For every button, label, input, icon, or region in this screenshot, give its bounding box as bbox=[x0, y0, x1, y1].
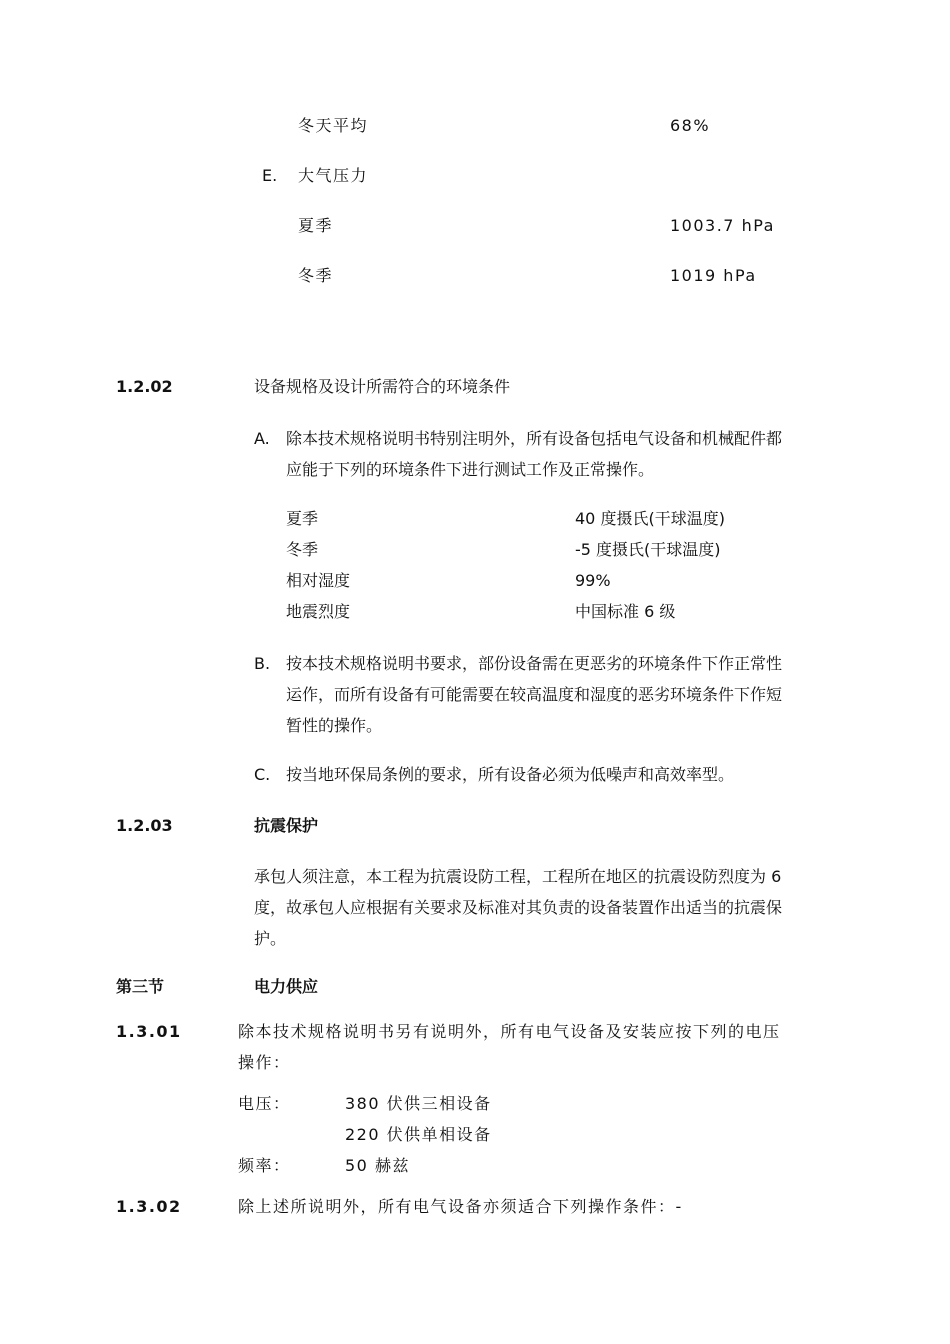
voltage-value-three-phase: 380 伏供三相设备 bbox=[345, 1094, 492, 1113]
section-label: 第三节 bbox=[116, 977, 165, 996]
item-c-text: 按当地环保局条例的要求，所有设备必须为低噪声和高效率型。 bbox=[286, 765, 735, 784]
pressure-summer-label: 夏季 bbox=[298, 216, 334, 235]
env-row-label: 相对湿度 bbox=[286, 571, 351, 590]
seismic-paragraph-line-2: 度，故承包人应根据有关要求及标准对其负责的设备装置作出适当的抗震保 bbox=[254, 898, 783, 917]
clause-number-1-3-01: 1.3.01 bbox=[116, 1022, 182, 1041]
seismic-paragraph-line-1: 承包人须注意，本工程为抗震设防工程，工程所在地区的抗震设防烈度为 6 bbox=[254, 867, 782, 886]
env-row-label: 冬季 bbox=[286, 540, 319, 559]
item-e-title: 大气压力 bbox=[298, 166, 369, 185]
frequency-value: 50 赫兹 bbox=[345, 1156, 410, 1175]
seismic-paragraph-line-3: 护。 bbox=[254, 929, 287, 948]
pressure-winter-value: 1019 hPa bbox=[670, 266, 757, 285]
item-b-marker: B. bbox=[254, 654, 271, 673]
item-a-line-1: 除本技术规格说明书特别注明外，所有设备包括电气设备和机械配件都 bbox=[286, 429, 783, 448]
pressure-summer-value: 1003.7 hPa bbox=[670, 216, 775, 235]
item-a-marker: A. bbox=[254, 429, 270, 448]
winter-average-value: 68% bbox=[670, 116, 711, 135]
env-row-value: -5 度摄氏(干球温度) bbox=[575, 540, 721, 559]
clause-1-3-02-text: 除上述所说明外，所有电气设备亦须适合下列操作条件：- bbox=[238, 1197, 683, 1216]
clause-1-3-01-line-2: 操作： bbox=[238, 1053, 291, 1072]
env-row-label: 地震烈度 bbox=[286, 602, 351, 621]
clause-title-1-2-02: 设备规格及设计所需符合的环境条件 bbox=[254, 377, 511, 396]
env-row-label: 夏季 bbox=[286, 509, 319, 528]
env-row-value: 99% bbox=[575, 571, 611, 590]
pressure-winter-label: 冬季 bbox=[298, 266, 334, 285]
clause-title-1-2-03: 抗震保护 bbox=[254, 816, 319, 835]
item-a-line-2: 应能于下列的环境条件下进行测试工作及正常操作。 bbox=[286, 460, 655, 479]
section-title: 电力供应 bbox=[254, 977, 319, 996]
frequency-label: 频率： bbox=[238, 1156, 291, 1175]
clause-number-1-2-03: 1.2.03 bbox=[116, 816, 173, 835]
item-e-marker: E. bbox=[262, 166, 278, 185]
voltage-label: 电压： bbox=[238, 1094, 291, 1113]
voltage-value-single-phase: 220 伏供单相设备 bbox=[345, 1125, 492, 1144]
clause-number-1-2-02: 1.2.02 bbox=[116, 377, 173, 396]
item-c-marker: C. bbox=[254, 765, 271, 784]
item-b-line-1: 按本技术规格说明书要求，部份设备需在更恶劣的环境条件下作正常性 bbox=[286, 654, 783, 673]
clause-number-1-3-02: 1.3.02 bbox=[116, 1197, 182, 1216]
winter-average-label: 冬天平均 bbox=[298, 116, 369, 135]
clause-1-3-01-line-1: 除本技术规格说明书另有说明外，所有电气设备及安装应按下列的电压 bbox=[238, 1022, 781, 1041]
env-row-value: 40 度摄氏(干球温度) bbox=[575, 509, 725, 528]
env-row-value: 中国标准 6 级 bbox=[575, 602, 676, 621]
item-b-line-2: 运作，而所有设备有可能需要在较高温度和湿度的恶劣环境条件下作短 bbox=[286, 685, 783, 704]
item-b-line-3: 暂性的操作。 bbox=[286, 716, 383, 735]
